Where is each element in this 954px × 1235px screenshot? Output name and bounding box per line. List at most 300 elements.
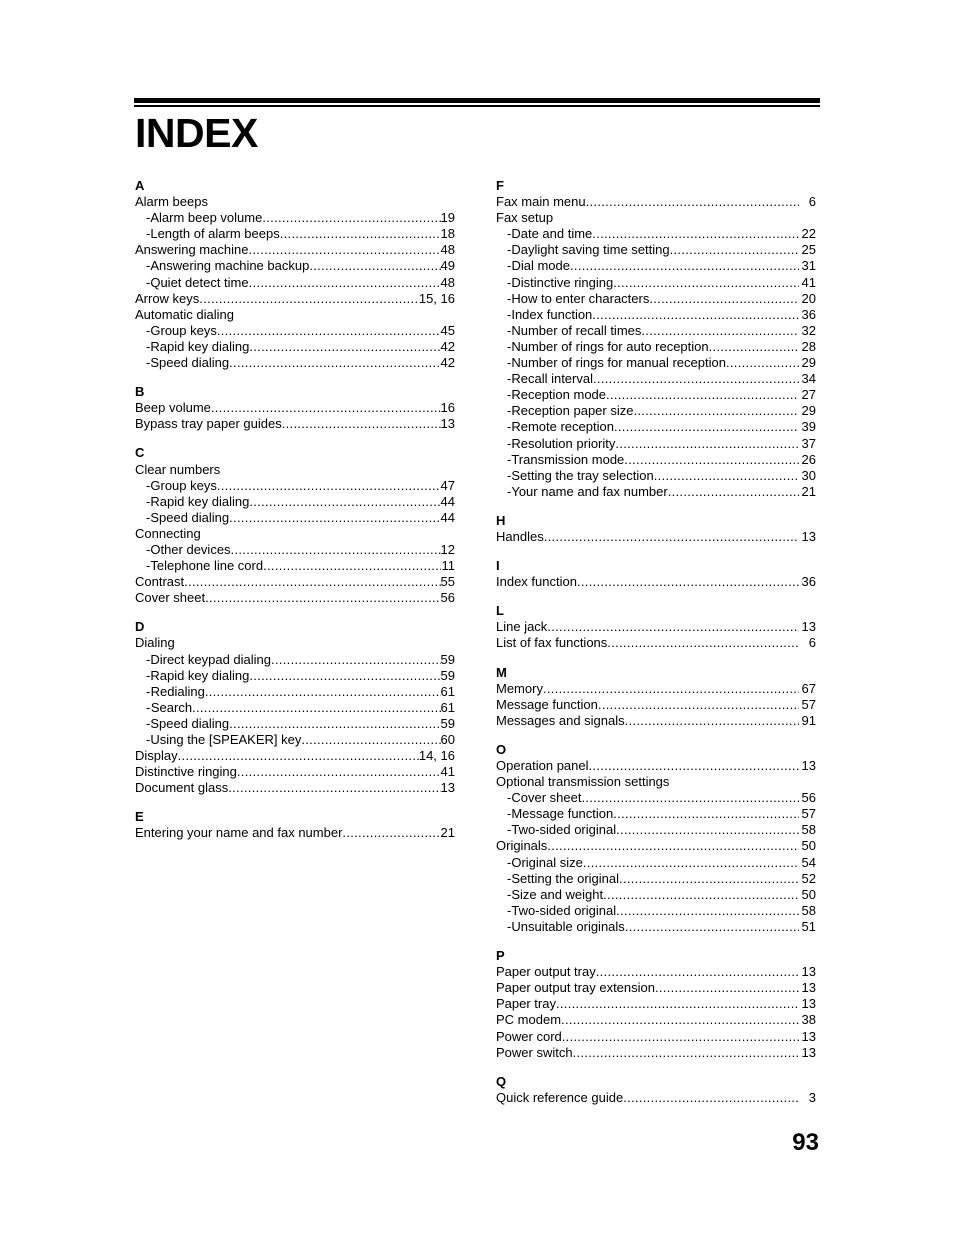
entry-label: Recall interval: [511, 371, 593, 387]
subentry-dash: -: [507, 306, 512, 322]
dot-leader: [616, 903, 798, 919]
entry-page: 30: [801, 467, 816, 483]
section-letter: P: [496, 948, 505, 964]
entry-label: Memory: [496, 680, 543, 696]
entry-page: 20: [801, 290, 816, 306]
dot-leader: [603, 887, 798, 903]
entry-label: Telephone line cord: [150, 558, 264, 574]
entry-label: Two-sided original: [511, 822, 617, 838]
index-entry: [496, 635, 816, 651]
dot-leader: [205, 590, 440, 606]
index-subentry: [496, 822, 816, 838]
entry-page: 58: [801, 902, 816, 918]
subentry-dash: -: [507, 242, 512, 258]
index-entry: [496, 1090, 816, 1106]
dot-leader: [614, 419, 799, 435]
index-section: [135, 445, 455, 606]
dot-leader: [342, 825, 440, 841]
index-entry: [135, 590, 455, 606]
dot-leader: [624, 452, 798, 468]
subentry-dash: -: [507, 483, 512, 499]
dot-leader: [583, 855, 799, 871]
entry-label: Length of alarm beeps: [150, 226, 280, 242]
entry-page: 3: [808, 1089, 816, 1105]
entry-label: Quick reference guide: [496, 1089, 624, 1105]
entry-label: Entering your name and fax number: [135, 825, 343, 841]
index-entry: [135, 242, 455, 258]
index-subentry: [496, 355, 816, 371]
index-entry: [135, 416, 455, 432]
entry-label: Originals: [496, 838, 548, 854]
entry-page: 56: [440, 590, 455, 606]
index-subentry: [496, 323, 816, 339]
entry-page: 59: [440, 651, 455, 667]
index-subentry: [496, 919, 816, 935]
index-subentry: [135, 339, 455, 355]
index-entry: [135, 748, 455, 764]
index-subentry: [135, 258, 455, 274]
header-rule-thin: [134, 105, 820, 107]
subentry-dash: -: [146, 210, 151, 226]
subentry-dash: -: [146, 493, 151, 509]
subentry-dash: -: [507, 322, 512, 338]
subentry-dash: -: [146, 322, 151, 338]
entry-label: Fax setup: [496, 210, 554, 226]
dot-leader: [570, 258, 799, 274]
entry-label: Distinctive ringing: [511, 274, 614, 290]
dot-leader: [581, 790, 798, 806]
dot-leader: [211, 400, 441, 416]
entry-page: 13: [440, 416, 455, 432]
section-letter: H: [496, 512, 506, 528]
dot-leader: [271, 652, 441, 668]
entry-label: Using the [SPEAKER] key: [150, 732, 302, 747]
index-entry: [135, 526, 455, 542]
subentry-dash: -: [146, 667, 151, 683]
subentry-dash: -: [507, 806, 512, 822]
entry-page: 61: [440, 699, 455, 715]
index-section: [496, 1074, 816, 1106]
entry-page: 37: [801, 435, 816, 451]
subentry-dash: -: [146, 541, 151, 557]
section-letter: O: [496, 741, 507, 757]
index-entry: [496, 697, 816, 713]
dot-leader: [592, 226, 798, 242]
entry-page: 31: [801, 258, 816, 274]
subentry-dash: -: [146, 651, 151, 667]
entry-page: 27: [801, 387, 816, 403]
index-entry: [496, 619, 816, 635]
entry-label: Arrow keys: [135, 290, 200, 306]
index-subentry: [496, 291, 816, 307]
entry-page: 13: [801, 619, 816, 635]
index-subentry: [496, 855, 816, 871]
section-letter: F: [496, 178, 504, 193]
entry-label: Number of rings for auto reception: [511, 338, 709, 354]
subentry-dash: -: [507, 419, 512, 435]
subentry-dash: -: [507, 274, 512, 290]
section-letter: L: [496, 603, 504, 619]
entry-label: Speed dialing: [150, 715, 230, 731]
dot-leader: [301, 732, 440, 748]
entry-page: 50: [801, 886, 816, 902]
dot-leader: [655, 980, 799, 996]
header-rule-thick: [134, 98, 820, 103]
index-subentry: [496, 226, 816, 242]
index-subentry: [135, 275, 455, 291]
entry-label: Dial mode: [511, 258, 570, 274]
entry-label: Message function: [496, 696, 598, 712]
index-section: [496, 513, 816, 545]
entry-page: 28: [801, 338, 816, 354]
subentry-dash: -: [507, 338, 512, 354]
entry-label: Distinctive ringing: [135, 764, 237, 780]
entry-label: Setting the tray selection: [511, 467, 654, 483]
index-subentry: [496, 307, 816, 323]
entry-page: 25: [801, 242, 816, 258]
entry-page: 22: [801, 226, 816, 242]
index-section: [496, 665, 816, 729]
dot-leader: [228, 780, 440, 796]
subentry-dash: -: [146, 509, 151, 525]
dot-leader: [619, 871, 799, 887]
entry-label: Display: [135, 748, 178, 764]
entry-page: 11: [441, 558, 455, 574]
dot-leader: [229, 355, 440, 371]
index-entry: [135, 764, 455, 780]
dot-leader: [606, 387, 799, 403]
entry-page: 12: [440, 541, 455, 557]
index-entry: [496, 713, 816, 729]
entry-label: Paper tray: [496, 996, 556, 1012]
index-subentry: [135, 542, 455, 558]
entry-page: 42: [440, 355, 455, 371]
entry-label: Power switch: [496, 1044, 573, 1060]
entry-label: Optional transmission settings: [496, 774, 670, 790]
subentry-dash: -: [507, 451, 512, 467]
subentry-dash: -: [146, 355, 151, 371]
index-subentry: [496, 419, 816, 435]
entry-label: How to enter characters: [511, 290, 650, 306]
subentry-dash: -: [146, 274, 151, 290]
dot-leader: [544, 529, 799, 545]
entry-label: PC modem: [496, 1012, 562, 1028]
entry-label: Document glass: [135, 780, 229, 796]
dot-leader: [237, 764, 441, 780]
page-title: INDEX: [135, 110, 258, 156]
dot-leader: [231, 542, 441, 558]
entry-label: Message function: [511, 806, 614, 822]
entry-page: 44: [440, 509, 455, 525]
dot-leader: [184, 574, 440, 590]
index-entry: [135, 635, 455, 651]
entry-label: Cover sheet: [135, 590, 206, 606]
dot-leader: [616, 822, 798, 838]
entry-page: 51: [801, 918, 816, 934]
dot-leader: [625, 919, 799, 935]
dot-leader: [178, 748, 419, 764]
dot-leader: [709, 339, 799, 355]
entry-page: 13: [440, 780, 455, 796]
dot-leader: [229, 510, 440, 526]
index-section: [135, 178, 455, 371]
dot-leader: [593, 371, 799, 387]
entry-label: Operation panel: [496, 758, 589, 773]
entry-page: 6: [808, 194, 816, 210]
entry-page: 14, 16: [418, 748, 455, 764]
entry-label: Bypass tray paper guides: [135, 416, 282, 432]
entry-label: Number of rings for manual reception: [511, 355, 726, 371]
section-letter: B: [135, 384, 145, 400]
index-entry: [135, 825, 455, 841]
entry-label: Answering machine: [135, 242, 249, 258]
index-entry: [496, 210, 816, 226]
dot-leader: [556, 996, 799, 1012]
subentry-dash: -: [507, 902, 512, 918]
entry-page: 48: [440, 274, 455, 290]
entry-label: Reception paper size: [511, 403, 634, 419]
section-letter: Q: [496, 1073, 507, 1089]
subentry-dash: -: [507, 387, 512, 403]
entry-label: Clear numbers: [135, 461, 221, 477]
entry-page: 38: [801, 1012, 816, 1028]
index-subentry: [496, 275, 816, 291]
index-entry: [496, 681, 816, 697]
entry-page: 19: [440, 210, 455, 226]
entry-label: Beep volume: [135, 400, 211, 416]
index-entry: [135, 574, 455, 590]
entry-page: 61: [440, 683, 455, 699]
section-letter: E: [135, 809, 144, 825]
index-subentry: [135, 210, 455, 226]
dot-leader: [249, 494, 440, 510]
entry-label: Search: [150, 699, 193, 715]
dot-leader: [598, 697, 799, 713]
subentry-dash: -: [146, 715, 151, 731]
entry-page: 13: [801, 528, 816, 544]
entry-label: Original size: [511, 854, 583, 870]
index-subentry: [135, 732, 455, 748]
entry-page: 58: [801, 822, 816, 838]
section-letter: I: [496, 558, 500, 574]
dot-leader: [613, 275, 798, 291]
dot-leader: [547, 838, 798, 854]
index-entry: [135, 462, 455, 478]
subentry-dash: -: [507, 258, 512, 274]
subentry-dash: -: [507, 870, 512, 886]
subentry-dash: -: [146, 558, 151, 574]
index-subentry: [135, 510, 455, 526]
dot-leader: [282, 416, 441, 432]
index-subentry: [496, 371, 816, 387]
entry-page: 42: [440, 338, 455, 354]
entry-label: Handles: [496, 528, 544, 544]
index-entry: [496, 529, 816, 545]
index-entry: [135, 291, 455, 307]
index-section: [496, 742, 816, 935]
index-subentry: [496, 403, 816, 419]
index-section: [496, 178, 816, 500]
entry-page: 57: [801, 696, 816, 712]
subentry-dash: -: [146, 477, 151, 493]
index-subentry: [135, 716, 455, 732]
index-subentry: [496, 258, 816, 274]
subentry-dash: -: [507, 355, 512, 371]
entry-label: List of fax functions: [496, 635, 608, 651]
index-entry: [496, 838, 816, 854]
dot-leader: [217, 478, 441, 494]
entry-label: Connecting: [135, 525, 201, 541]
entry-label: Daylight saving time setting: [511, 242, 670, 258]
index-entry: [135, 307, 455, 323]
entry-page: 91: [801, 712, 816, 728]
entry-label: Redialing: [150, 683, 205, 699]
dot-leader: [586, 194, 799, 210]
index-entry: [496, 194, 816, 210]
section-letter: C: [135, 445, 145, 461]
index-subentry: [496, 871, 816, 887]
entry-label: Rapid key dialing: [150, 493, 250, 509]
dot-leader: [248, 242, 440, 258]
entry-label: Other devices: [150, 541, 231, 557]
dot-leader: [205, 684, 441, 700]
index-subentry: [135, 494, 455, 510]
entry-label: Your name and fax number: [511, 483, 668, 499]
entry-page: 47: [440, 477, 455, 493]
dot-leader: [613, 806, 798, 822]
entry-page: 50: [801, 838, 816, 854]
index-subentry: [496, 468, 816, 484]
dot-leader: [217, 323, 441, 339]
entry-label: Power cord: [496, 1028, 562, 1044]
entry-page: 57: [801, 806, 816, 822]
dot-leader: [199, 291, 419, 307]
dot-leader: [668, 484, 799, 500]
entry-label: Automatic dialing: [135, 306, 234, 322]
index-subentry: [135, 700, 455, 716]
subentry-dash: -: [146, 338, 151, 354]
index-entry: [496, 996, 816, 1012]
dot-leader: [249, 275, 441, 291]
entry-page: 55: [440, 574, 455, 590]
section-letter: M: [496, 664, 507, 680]
index-subentry: [496, 887, 816, 903]
entry-page: 49: [440, 258, 455, 274]
entry-label: Date and time: [511, 226, 593, 242]
entry-label: Resolution priority: [511, 435, 616, 451]
subentry-dash: -: [146, 226, 151, 242]
index-entry: [135, 400, 455, 416]
entry-label: Paper output tray extension: [496, 980, 655, 996]
entry-label: Answering machine backup: [150, 258, 310, 274]
entry-page: 44: [440, 493, 455, 509]
entry-page: 13: [801, 964, 816, 980]
dot-leader: [623, 1090, 799, 1106]
entry-page: 45: [440, 322, 455, 338]
entry-label: Quiet detect time: [150, 274, 249, 290]
entry-label: Group keys: [150, 322, 217, 338]
entry-label: Line jack: [496, 619, 548, 635]
dot-leader: [249, 668, 440, 684]
entry-page: 41: [440, 764, 455, 780]
dot-leader: [547, 619, 798, 635]
entry-page: 52: [801, 870, 816, 886]
entry-label: Cover sheet: [511, 790, 582, 806]
entry-label: Direct keypad dialing: [150, 651, 272, 667]
dot-leader: [249, 339, 440, 355]
subentry-dash: -: [507, 467, 512, 483]
entry-page: 18: [440, 226, 455, 242]
entry-label: Speed dialing: [150, 355, 230, 371]
index-entry: [496, 774, 816, 790]
index-section: [496, 558, 816, 590]
subentry-dash: -: [507, 226, 512, 242]
dot-leader: [615, 436, 798, 452]
entry-label: Transmission mode: [511, 451, 625, 467]
entry-page: 15, 16: [418, 290, 455, 306]
subentry-dash: -: [507, 822, 512, 838]
index-subentry: [496, 339, 816, 355]
entry-label: Fax main menu: [496, 194, 586, 210]
entry-page: 21: [801, 483, 816, 499]
dot-leader: [726, 355, 799, 371]
entry-page: 13: [801, 1028, 816, 1044]
index-subentry: [135, 226, 455, 242]
index-subentry: [135, 668, 455, 684]
dot-leader: [309, 258, 440, 274]
entry-page: 13: [801, 1044, 816, 1060]
dot-leader: [625, 713, 799, 729]
index-subentry: [135, 355, 455, 371]
entry-page: 16: [440, 400, 455, 416]
dot-leader: [561, 1012, 799, 1028]
entry-label: Messages and signals: [496, 712, 625, 728]
subentry-dash: -: [146, 699, 151, 715]
entry-label: Dialing: [135, 635, 175, 651]
entry-page: 36: [801, 574, 816, 590]
index-entry: [496, 980, 816, 996]
entry-label: Alarm beeps: [135, 194, 208, 210]
entry-page: 13: [801, 996, 816, 1012]
index-subentry: [496, 242, 816, 258]
entry-label: Paper output tray: [496, 964, 596, 980]
entry-label: Two-sided original: [511, 902, 617, 918]
dot-leader: [262, 210, 440, 226]
entry-label: Group keys: [150, 477, 217, 493]
dot-leader: [592, 307, 798, 323]
index-subentry: [496, 903, 816, 919]
dot-leader: [577, 574, 799, 590]
dot-leader: [280, 226, 441, 242]
entry-label: Index function: [496, 574, 577, 590]
entry-page: 34: [801, 371, 816, 387]
entry-label: Number of recall times: [511, 322, 642, 338]
entry-label: Index function: [511, 306, 593, 322]
entry-label: Remote reception: [511, 419, 614, 435]
index-entry: [496, 964, 816, 980]
dot-leader: [562, 1029, 799, 1045]
index-subentry: [135, 558, 455, 574]
entry-page: 13: [801, 758, 816, 773]
index-subentry: [496, 387, 816, 403]
index-subentry: [135, 323, 455, 339]
dot-leader: [543, 681, 799, 697]
page-number: 93: [792, 1129, 819, 1156]
dot-leader: [641, 323, 798, 339]
subentry-dash: -: [507, 886, 512, 902]
entry-label: Unsuitable originals: [511, 918, 625, 934]
subentry-dash: -: [507, 918, 512, 934]
